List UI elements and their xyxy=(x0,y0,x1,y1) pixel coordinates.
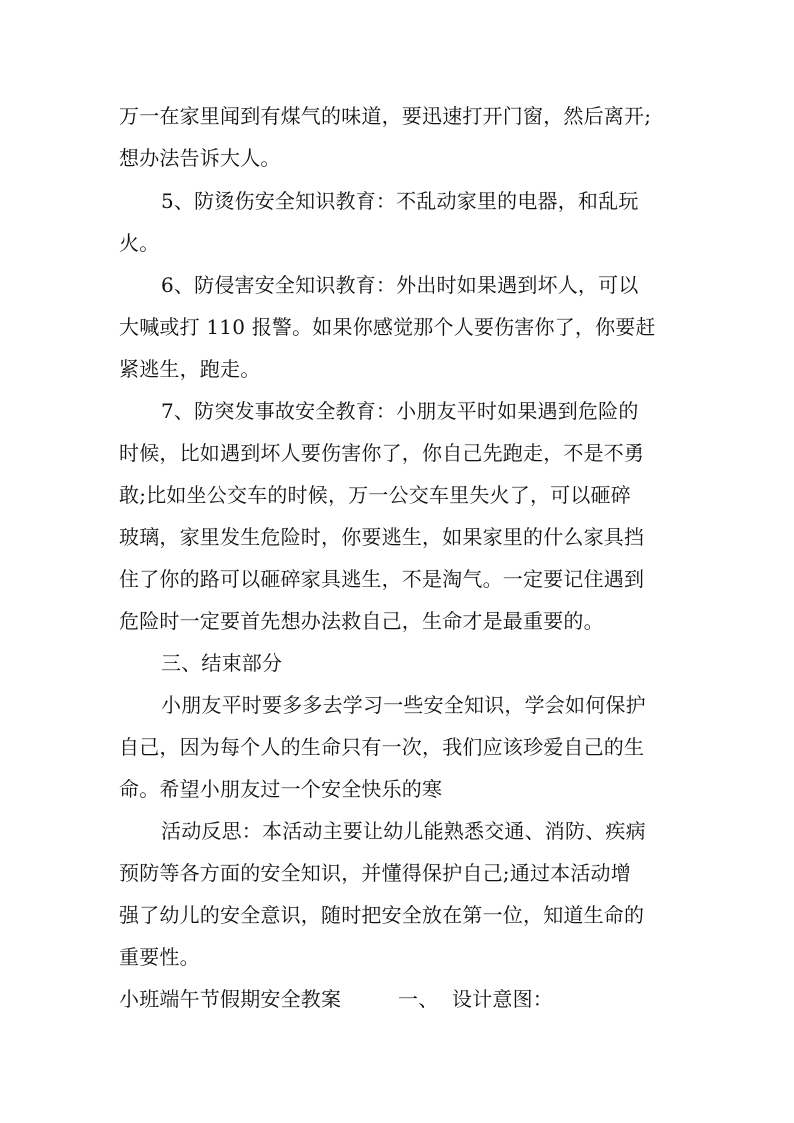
paragraph-line: 想办法告诉大人。 xyxy=(119,146,281,170)
paragraph-line: 重要性。 xyxy=(119,945,200,969)
paragraph-line: 活动反思：本活动主要让幼儿能熟悉交通、消防、疾病 xyxy=(161,819,646,843)
paragraph-line: 5、防烫伤安全知识教育：不乱动家里的电器，和乱玩 xyxy=(161,189,639,213)
paragraph-line: 小朋友平时要多多去学习一些安全知识，学会如何保护 xyxy=(161,693,646,717)
paragraph-line: 预防等各方面的安全知识，并懂得保护自己;通过本活动增 xyxy=(119,861,631,885)
paragraph-line: 危险时一定要首先想办法救自己，生命才是最重要的。 xyxy=(119,609,604,633)
paragraph-line: 命。希望小朋友过一个安全快乐的寒 xyxy=(119,777,443,801)
section-label: 设计意图： xyxy=(452,987,553,1011)
section-number: 一、 xyxy=(398,987,439,1011)
paragraph-line: 6、防侵害安全知识教育：外出时如果遇到坏人，可以 xyxy=(161,273,639,297)
paragraph-line: 住了你的路可以砸碎家具逃生，不是淘气。一定要记住遇到 xyxy=(119,567,645,591)
section-heading: 三、结束部分 xyxy=(161,651,283,675)
paragraph-line: 自己，因为每个人的生命只有一次，我们应该珍爱自己的生 xyxy=(119,735,645,759)
lesson-plan-title: 小班端午节假期安全教案 xyxy=(119,987,342,1011)
paragraph-line: 万一在家里闻到有煤气的味道，要迅速打开门窗，然后离开; xyxy=(119,104,652,128)
paragraph-line: 强了幼儿的安全意识，随时把安全放在第一位，知道生命的 xyxy=(119,903,645,927)
paragraph-line: 7、防突发事故安全教育：小朋友平时如果遇到危险的 xyxy=(161,399,639,423)
paragraph-line: 大喊或打 110 报警。如果你感觉那个人要伤害你了，你要赶 xyxy=(119,315,656,339)
paragraph-line: 紧逃生，跑走。 xyxy=(119,357,261,381)
paragraph-line: 玻璃，家里发生危险时，你要逃生，如果家里的什么家具挡 xyxy=(119,525,645,549)
paragraph-line: 火。 xyxy=(119,231,160,255)
paragraph-line: 敢;比如坐公交车的时候，万一公交车里失火了，可以砸碎 xyxy=(119,483,631,507)
paragraph-line: 时候，比如遇到坏人要伤害你了，你自己先跑走，不是不勇 xyxy=(119,441,645,465)
